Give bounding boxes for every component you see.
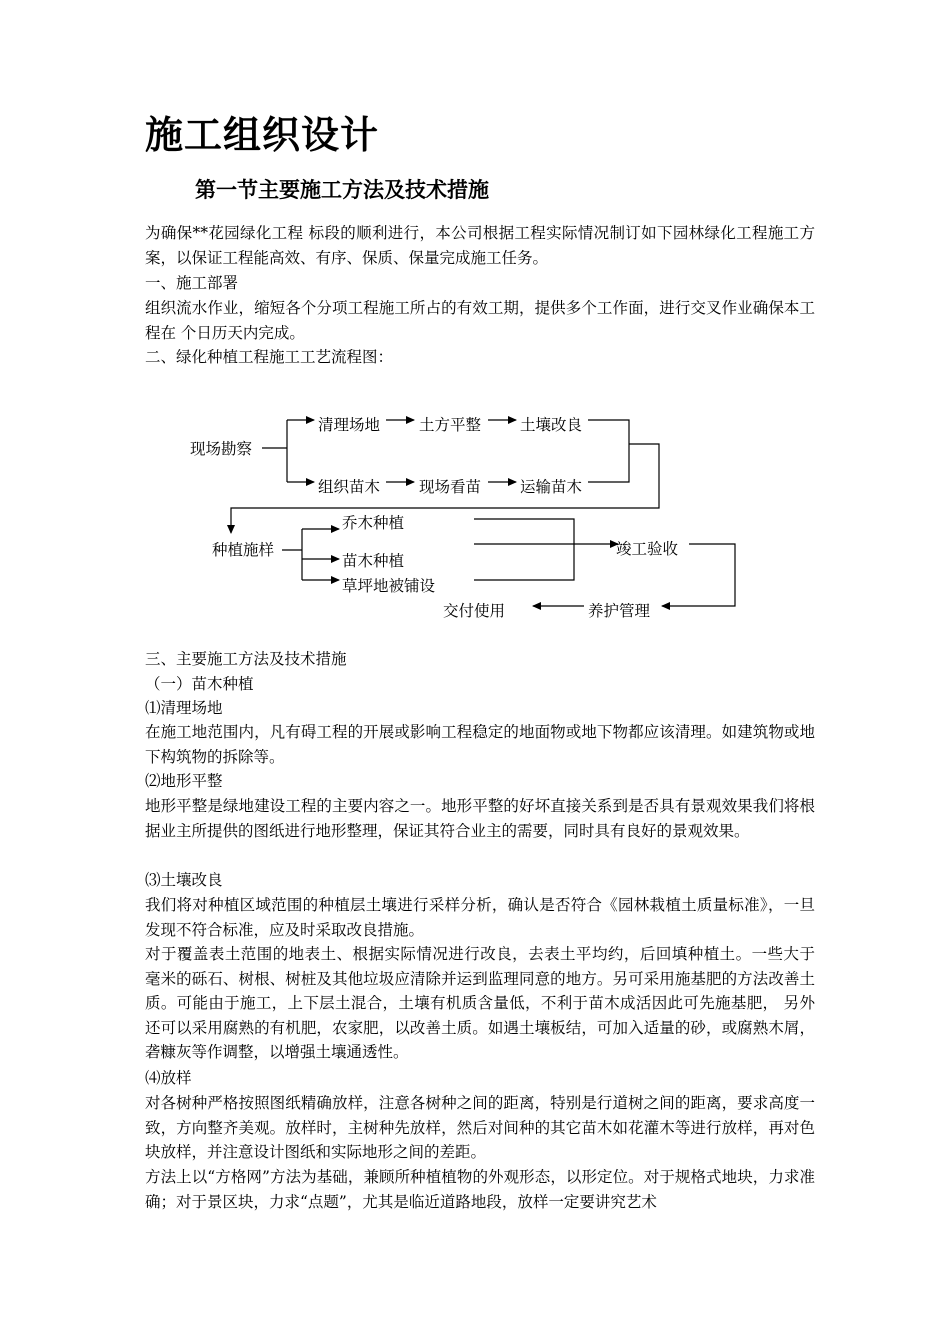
soil-improvement-paragraph-2: 对于覆盖表土范围的地表土、根据实际情况进行改良，去表土平均约，后回填种植土。一些大于 毫米的砾石、树根、树桩及其他垃圾应清除并运到监理同意的地方。另可采用施基肥的方法改善土质。可能由于施工，上下层土混合，土壤有机质含量低，不利于苗木成活因此可先施基肥， 另外还可以采用腐熟的有机肥，农家肥，以改善土质。如遇土壤板结，可加入适量的砂，或腐熟木屑，砻糠灰等作调整，以增强土壤通透性。 [145,945,815,1061]
merge-bracket [588,420,629,482]
layout-paragraph-1: 对各树种严格按照图纸精确放样，注意各树种之间的距离，特别是行道树之间的距离，要求高度一致，方向整齐美观。放样时，主树种先放样，然后对间种的其它苗木如花灌木等进行放样，再对色块放样，并注意设计图纸和实际地形之间的差距。 [145,1094,815,1161]
node-seedling: 苗木种植 [342,552,405,570]
heading-soil-improvement: ⑶土壤改良 [145,871,223,889]
heading-layout: ⑷放样 [145,1069,192,1087]
terrain-leveling-paragraph: 地形平整是绿地建设工程的主要内容之一。地形平整的好坏直接关系到是否具有景观效果我们将根据业主所提供的图纸进行地形整理，保证其符合业主的需要，同时具有良好的景观效果。 [145,797,815,840]
node-organize: 组织苗木 [318,478,381,496]
node-inspect: 现场看苗 [419,478,482,496]
node-accept: 竣工验收 [616,540,679,558]
layout-paragraph-2: 方法上以“方格网”方法为基础，兼顾所种植植物的外观形态，以形定位。对于规格式地块，力求准确；对于景区块，力求“点题”，尤其是临近道路地段，放样一定要讲究艺术 [145,1168,815,1211]
heading-clear-site: ⑴清理场地 [145,699,223,717]
node-deliver: 交付使用 [443,602,506,620]
process-flowchart [0,0,950,640]
node-maintain: 养护管理 [588,602,651,620]
node-survey: 现场勘察 [190,440,253,458]
node-tree: 乔木种植 [342,514,405,532]
heading-flowchart: 二、绿化种植工程施工工艺流程图： [145,348,394,366]
node-layout: 种植施样 [212,541,275,559]
soil-improvement-paragraph-1: 我们将对种植区域范围的种植层土壤进行采样分析，确认是否符合《园林栽植土质量标准》，一旦发现不符合标准，应及时采取改良措施。 [145,896,815,939]
node-soil: 土壤改良 [520,416,583,434]
node-lawn: 草坪地被铺设 [342,577,436,595]
plant-bracket [474,519,574,580]
node-earth: 土方平整 [419,416,482,434]
document-title: 施工组织设计 [145,113,380,157]
node-clear: 清理场地 [318,416,381,434]
deployment-paragraph: 组织流水作业，缩短各个分项工程施工所占的有效工期，提供多个工作面，进行交叉作业确保本工程在 个日历天内完成。 [145,299,815,342]
heading-methods: 三、主要施工方法及技术措施 [145,650,347,668]
intro-paragraph: 为确保**花园绿化工程 标段的顺利进行，本公司根据工程实际情况制订如下园林绿化工程施工方案，以保证工程能高效、有序、保质、保量完成施工任务。 [145,224,815,267]
node-transport: 运输苗木 [520,478,583,496]
heading-terrain-leveling: ⑵地形平整 [145,772,223,790]
heading-deployment: 一、施工部署 [145,274,239,292]
heading-seedling-planting: （一）苗木种植 [145,675,254,693]
clear-site-paragraph: 在施工地范围内，凡有碍工程的开展或影响工程稳定的地面物或地下物都应该清理。如建筑物或地下构筑物的拆除等。 [145,723,815,766]
section-heading: 第一节主要施工方法及技术措施 [195,178,489,202]
